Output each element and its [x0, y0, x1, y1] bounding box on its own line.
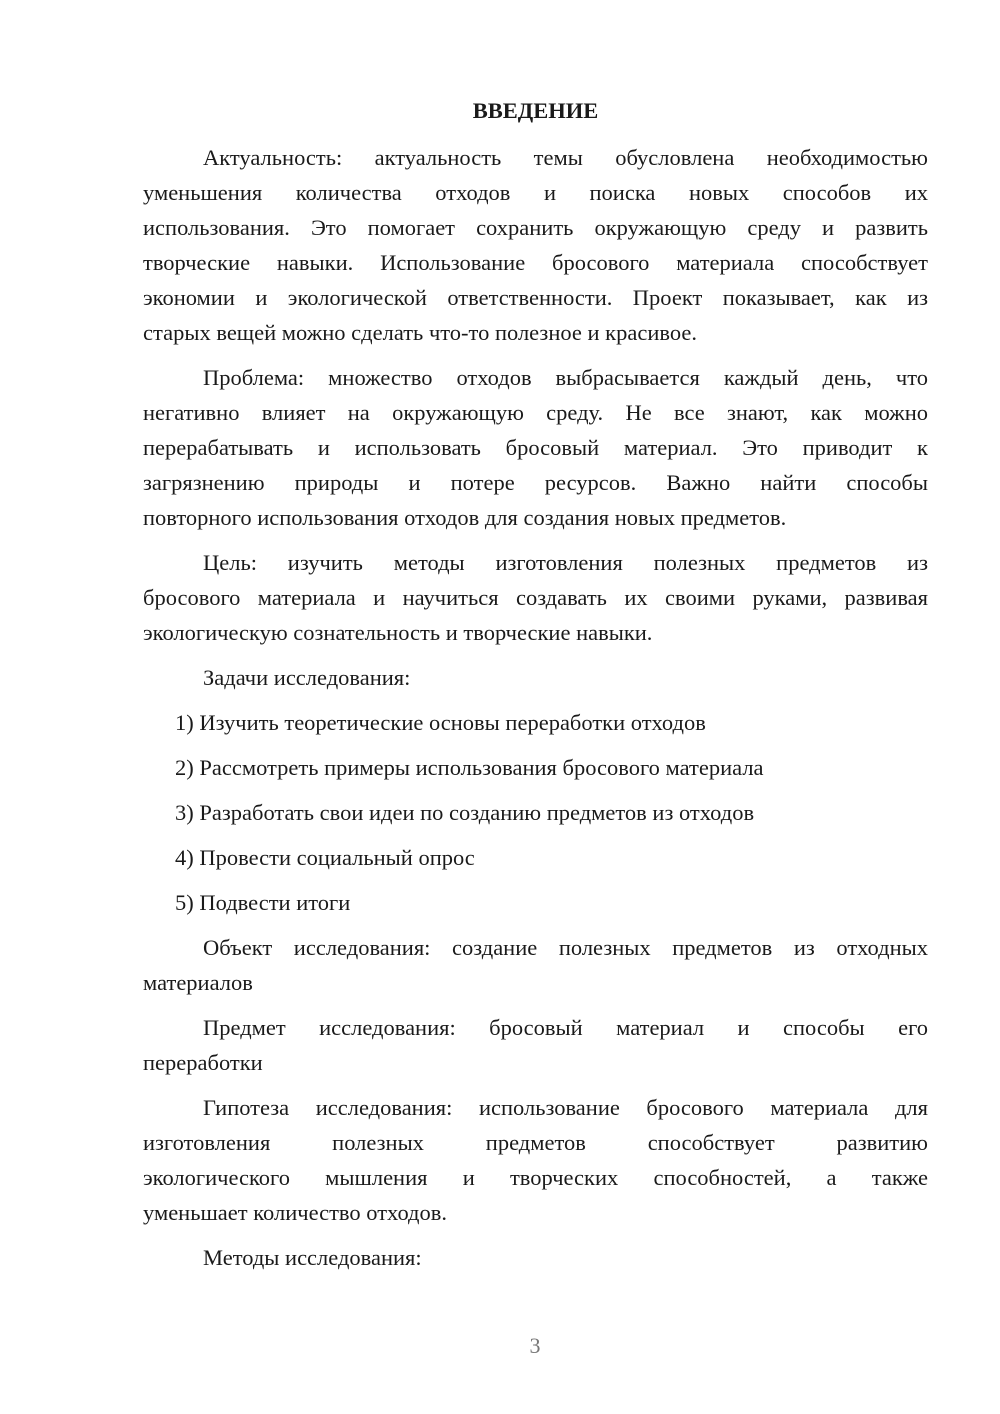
text-line: загрязнению природы и потере ресурсов. Важно найти способы	[143, 470, 928, 495]
text-line: изготовления полезных предметов способствует развитию	[143, 1130, 928, 1155]
text-line: экологическую сознательность и творческие навыки.	[143, 620, 653, 645]
text-line: уменьшает количество отходов.	[143, 1200, 448, 1225]
paragraph	[143, 1240, 928, 1275]
task-list-item: 2) Рассмотреть примеры использования бросового материала	[175, 755, 764, 780]
paragraph	[143, 660, 928, 695]
text-line: переработки	[143, 1050, 263, 1075]
paragraph	[143, 360, 928, 535]
text-line: перерабатывать и использовать бросовый материал. Это приводит к	[143, 435, 928, 460]
task-list-item: 3) Разработать свои идеи по созданию предметов из отходов	[175, 800, 755, 825]
text-line: Методы исследования:	[203, 1245, 422, 1270]
paragraph	[143, 1090, 928, 1230]
text-line: старых вещей можно сделать что-то полезное и красивое.	[143, 320, 697, 345]
text-line: Гипотеза исследования: использование бросового материала для	[203, 1095, 928, 1120]
task-list-item: 5) Подвести итоги	[175, 890, 351, 915]
body-text	[143, 140, 928, 1275]
text-line: Предмет исследования: бросовый материал и способы его	[203, 1015, 928, 1040]
text-line: экономии и экологической ответственности. Проект показывает, как из	[143, 285, 928, 310]
text-line: бросового материала и научиться создавать их своими руками, развивая	[143, 585, 928, 610]
text-line: уменьшения количества отходов и поиска новых способов их	[143, 180, 928, 205]
document-page	[143, 93, 928, 1285]
section-title: ВВЕДЕНИЕ	[472, 98, 599, 123]
task-list-item: 4) Провести социальный опрос	[175, 845, 475, 870]
page-number: 3	[529, 1333, 541, 1358]
text-line: Актуальность: актуальность темы обусловлена необходимостью	[203, 145, 928, 170]
text-line: Проблема: множество отходов выбрасывается каждый день, что	[203, 365, 928, 390]
text-line: экологического мышления и творческих способностей, а также	[143, 1165, 928, 1190]
text-line: материалов	[143, 970, 253, 995]
text-line: повторного использования отходов для создания новых предметов.	[143, 505, 787, 530]
task-list-item: 1) Изучить теоретические основы переработки отходов	[175, 710, 706, 735]
text-line: творческие навыки. Использование бросового материала способствует	[143, 250, 928, 275]
text-line: использования. Это помогает сохранить окружающую среду и развить	[143, 215, 928, 240]
paragraph	[143, 545, 928, 650]
text-line: Объект исследования: создание полезных предметов из отходных	[203, 935, 928, 960]
text-line: негативно влияет на окружающую среду. Не все знают, как можно	[143, 400, 928, 425]
text-line: Цель: изучить методы изготовления полезных предметов из	[203, 550, 928, 575]
paragraph	[143, 140, 928, 350]
paragraph	[143, 930, 928, 1000]
paragraph	[143, 1010, 928, 1080]
text-line: Задачи исследования:	[203, 665, 411, 690]
